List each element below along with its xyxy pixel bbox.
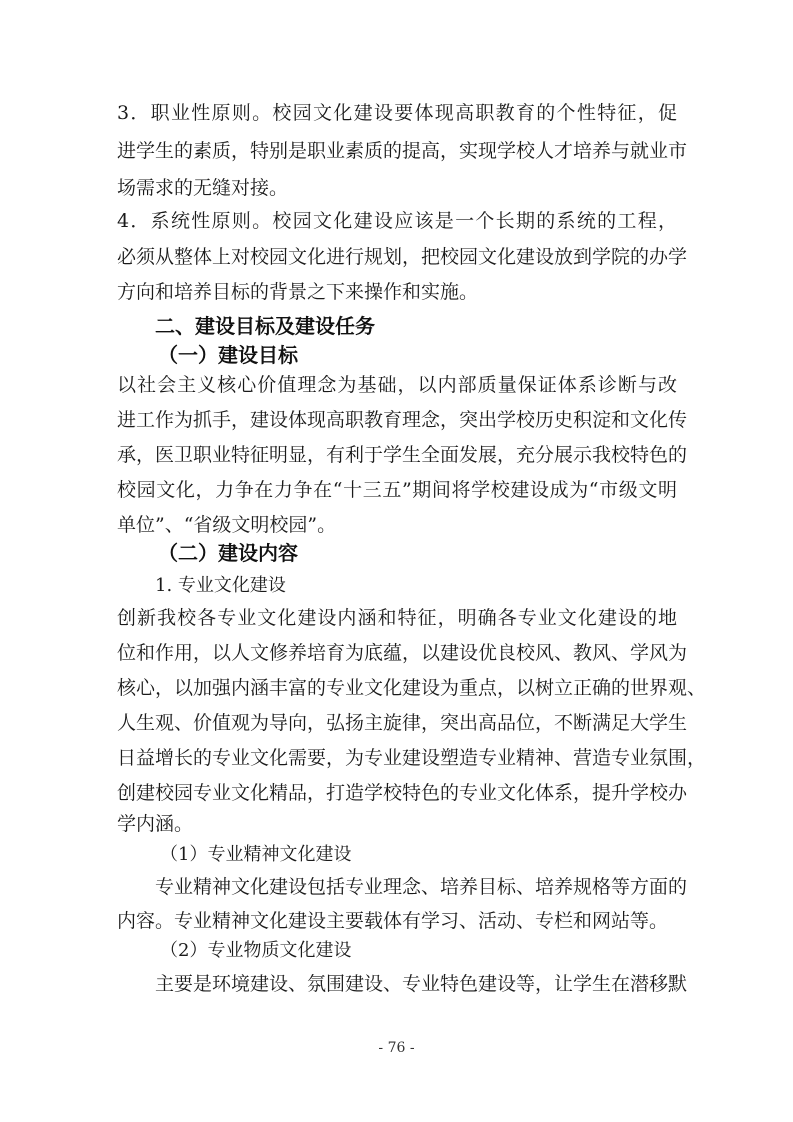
paragraph-line: 人生观、价值观为导向，弘扬主旋律，突出高品位，不断满足大学生 <box>117 712 688 734</box>
subsection-heading-content: （二）建设内容 <box>158 541 298 565</box>
paragraph-line: 进学生的素质，特别是职业素质的提高，实现学校人才培养与就业市 <box>117 140 688 162</box>
subsection-heading-goal: （一）建设目标 <box>158 343 298 367</box>
paragraph-line: 学内涵。 <box>117 813 194 835</box>
subheading-material: （2）专业物质文化建设 <box>160 940 352 961</box>
paragraph-line: 核心，以加强内涵丰富的专业文化建设为重点，以树立正确的世界观、 <box>117 677 707 699</box>
paragraph-line: 承，医卫职业特征明显，有利于学生全面发展，充分展示我校特色的 <box>117 444 688 466</box>
paragraph-line: 方向和培养目标的背景之下来操作和实施。 <box>117 281 479 303</box>
paragraph-line: 位和作用，以人文修养培育为底蕴，以建设优良校风、教风、学风为 <box>117 642 688 664</box>
paragraph-line: 以社会主义核心价值理念为基础，以内部质量保证体系诊断与改 <box>117 374 677 396</box>
paragraph-line: 创建校园专业文化精品，打造学校特色的专业文化体系，提升学校办 <box>117 782 688 804</box>
paragraph-line: 进工作为抓手，建设体现高职教育理念，突出学校历史积淀和文化传 <box>117 409 688 431</box>
paragraph-line: 场需求的无缝对接。 <box>117 177 289 199</box>
paragraph-line: 日益增长的专业文化需要，为专业建设塑造专业精神、营造专业氛围， <box>117 747 707 769</box>
subheading-culture: 1. 专业文化建设 <box>155 575 286 596</box>
paragraph-line: 4．系统性原则。校园文化建设应该是一个长期的系统的工程， <box>117 210 677 232</box>
subheading-spirit: （1）专业精神文化建设 <box>160 844 352 865</box>
paragraph-line: 专业精神文化建设包括专业理念、培养目标、培养规格等方面的 <box>155 876 688 898</box>
paragraph-line: 单位”、“省级文明校园”。 <box>117 514 337 536</box>
section-heading: 二、建设目标及建设任务 <box>155 314 375 338</box>
paragraph-line: 创新我校各专业文化建设内涵和特征，明确各专业文化建设的地 <box>117 607 677 629</box>
paragraph-line: 校园文化，力争在力争在“十三五”期间将学校建设成为“市级文明 <box>117 479 677 501</box>
paragraph-line: 内容。专业精神文化建设主要载体有学习、活动、专栏和网站等。 <box>117 910 669 932</box>
page-number: - 76 - <box>378 1040 415 1056</box>
paragraph-line: 3．职业性原则。校园文化建设要体现高职教育的个性特征，促 <box>117 102 677 124</box>
paragraph-line: 必须从整体上对校园文化进行规划，把校园文化建设放到学院的办学 <box>117 246 688 268</box>
paragraph-line: 主要是环境建设、氛围建设、专业特色建设等，让学生在潜移默 <box>155 973 688 995</box>
